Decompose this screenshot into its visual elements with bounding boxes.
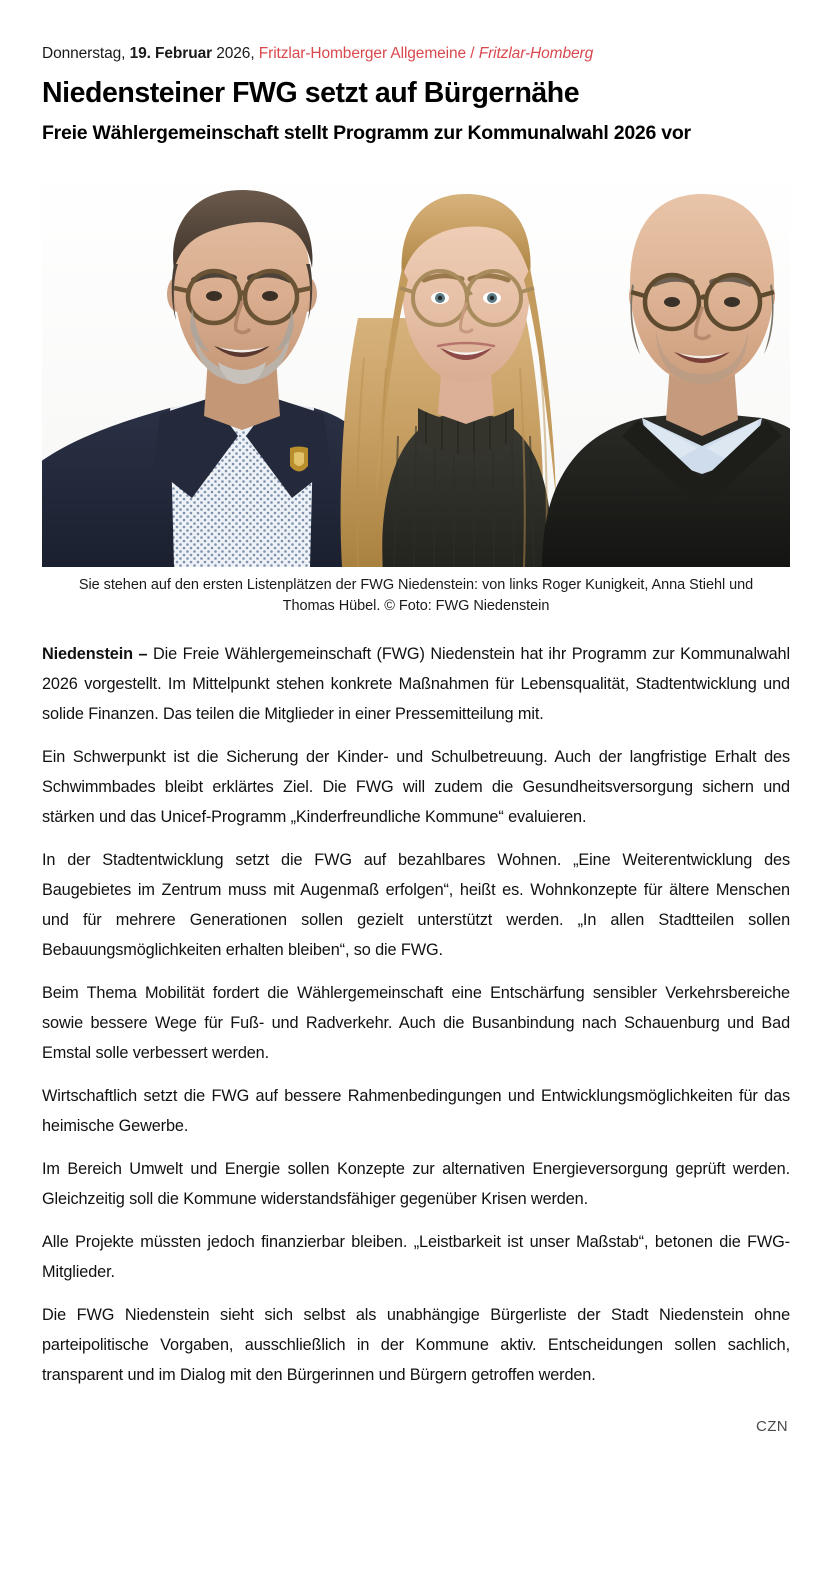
photo-illustration: [42, 168, 790, 567]
article-figure: [42, 168, 790, 617]
dateline-date: 19. Februar: [129, 45, 213, 62]
dateline-weekday: Donnerstag,: [42, 45, 126, 62]
photo-caption: Sie stehen auf den ersten Listenplätzen der FWG Niedenstein: von links Roger Kunigkeit, Anna Stiehl und Thomas Hübel. © Foto: FWG Niedenstein: [78, 577, 754, 614]
lead-place: Niedenstein –: [42, 645, 148, 663]
paragraph: Im Bereich Umwelt und Energie sollen Konzepte zur alternativen Energieversorgung geprüft werden. Gleichzeitig soll die Kommune widerstandsfähiger gegenüber Krisen werden.: [42, 1160, 790, 1208]
dateline-separator: /: [470, 45, 475, 62]
paragraph: In der Stadtentwicklung setzt die FWG auf bezahlbares Wohnen. „Eine Weiterentwicklung des Baugebietes im Zentrum muss mit Augenmaß erfolgen“, heißt es. Wohnkonzepte für ältere Menschen und für mehrere Generationen sollen gezielt unterstützt werden. „In allen Stadtteilen sollen Bebauungsmöglichkeiten erhalten bleiben“, so die FWG.: [42, 851, 790, 959]
paragraph-lead: [42, 639, 790, 729]
paragraph: Die FWG Niedenstein sieht sich selbst als unabhängige Bürgerliste der Stadt Niedenstein ohne parteipolitische Vorgaben, ausschließlich in der Kommune aktiv. Entscheidungen sollen sachlich, transparent und im Dialog mit den Bürgerinnen und Bürgern getroffen werden.: [42, 1306, 790, 1384]
paragraph: Alle Projekte müssten jedoch finanzierbar bleiben. „Leistbarkeit ist unser Maßstab“, betonen die FWG-Mitglieder.: [42, 1233, 790, 1281]
paragraph: Beim Thema Mobilität fordert die Wählergemeinschaft eine Entschärfung sensibler Verkehrsbereiche sowie bessere Wege für Fuß- und Radverkehr. Auch die Busanbindung nach Schauenburg und Bad Emstal solle verbessert werden.: [42, 984, 790, 1062]
author-byline: CZN: [755, 1418, 788, 1435]
paragraph-text: Die Freie Wählergemeinschaft (FWG) Niedenstein hat ihr Programm zur Kommunalwahl 2026 vorgestellt. Im Mittelpunkt stehen konkrete Maßnahmen für Lebensqualität, Stadtentwicklung und solide Finanzen. Das teilen die Mitglieder in einer Pressemitteilung mit.: [42, 645, 790, 723]
paragraph: Ein Schwerpunkt ist die Sicherung der Kinder- und Schulbetreuung. Auch der langfristige Erhalt des Schwimmbades bleibt erklärtes Ziel. Die FWG will zudem die Gesundheitsversorgung sichern und stärken und das Unicef-Programm „Kinderfreundliche Kommune“ evaluieren.: [42, 748, 790, 826]
page-title: Niedensteiner FWG setzt auf Bürgernähe: [42, 77, 580, 109]
article-photo: [42, 168, 790, 567]
article-body: [42, 639, 790, 1438]
dateline-year: 2026,: [216, 45, 255, 62]
page-subtitle: Freie Wählergemeinschaft stellt Programm zur Kommunalwahl 2026 vor: [42, 122, 691, 144]
paragraph: Wirtschaftlich setzt die FWG auf bessere Rahmenbedingungen und Entwicklungsmöglichkeiten für das heimische Gewerbe.: [42, 1087, 790, 1135]
publication-name[interactable]: Fritzlar-Homberger Allgemeine: [258, 45, 467, 62]
edition-name[interactable]: Fritzlar-Homberg: [478, 45, 594, 62]
dateline: [42, 44, 790, 64]
